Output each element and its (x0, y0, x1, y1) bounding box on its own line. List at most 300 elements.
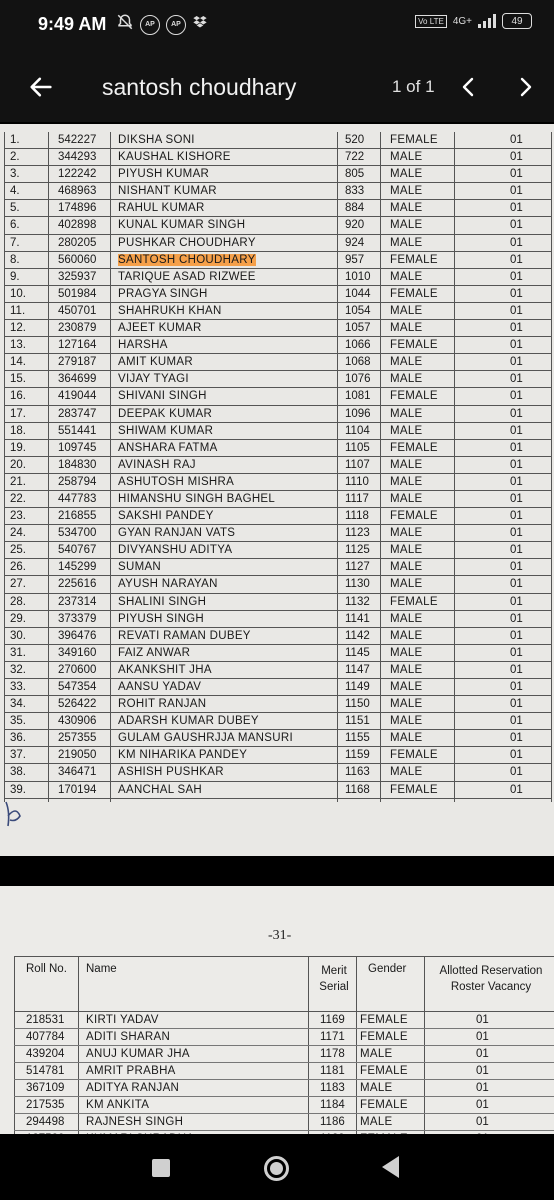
row-gender: FEMALE (390, 253, 438, 266)
row-name: SUMAN (118, 561, 162, 574)
chevron-left-icon (457, 75, 481, 99)
dropbox-icon (192, 14, 208, 35)
row-merit: 1145 (345, 646, 370, 659)
table-row (4, 286, 552, 303)
row-roll-no: 230879 (58, 322, 97, 335)
row-roll-no: 349160 (58, 646, 97, 659)
row-name: ANUJ KUMAR JHA (86, 1048, 190, 1060)
row-merit: 1118 (345, 510, 369, 523)
row-gender: MALE (360, 1116, 393, 1128)
row-serial: 22. (10, 492, 26, 505)
row-serial: 38. (10, 766, 26, 779)
next-match-button[interactable] (508, 70, 542, 104)
row-vacancy: 01 (510, 492, 523, 505)
row-name: ASHISH PUSHKAR (118, 766, 224, 779)
row-name: AYUSH NARAYAN (118, 578, 218, 591)
row-roll-no: 396476 (58, 629, 97, 642)
row-serial: 37. (10, 749, 26, 762)
row-merit: 1096 (345, 407, 371, 420)
row-gender: MALE (390, 681, 423, 693)
row-gender: FEMALE (390, 441, 438, 454)
row-vacancy: 01 (476, 1065, 489, 1077)
row-merit: 1123 (345, 527, 370, 540)
row-name: SHIWAM KUMAR (118, 424, 214, 437)
header-roll-no: Roll No. (26, 963, 67, 975)
row-name: DIKSHA SONI (118, 134, 195, 146)
row-vacancy: 01 (510, 629, 523, 642)
row-gender: MALE (390, 407, 423, 420)
row-vacancy: 01 (510, 544, 523, 557)
row-name: FAIZ ANWAR (118, 646, 191, 659)
row-vacancy: 01 (510, 578, 523, 591)
row-serial: 13. (10, 339, 26, 352)
row-roll-no: 450701 (58, 304, 97, 317)
row-roll-no: 170194 (58, 783, 97, 796)
row-gender: MALE (390, 646, 423, 659)
row-name: SHAHRUKH KHAN (118, 304, 222, 317)
status-time: 9:49 AM (38, 14, 107, 34)
results-table (4, 132, 552, 799)
row-gender: MALE (390, 561, 423, 574)
row-serial: 34. (10, 698, 26, 711)
row-merit: 1159 (345, 749, 370, 762)
table-row (4, 200, 552, 217)
row-roll-no: 501984 (58, 287, 97, 300)
table-row (4, 730, 552, 747)
row-gender: MALE (390, 527, 423, 540)
row-serial: 11. (10, 304, 26, 317)
row-serial: 33. (10, 681, 26, 693)
row-serial: 15. (10, 373, 26, 386)
row-name: PIYUSH KUMAR (118, 168, 210, 181)
row-serial: 35. (10, 715, 26, 728)
network-type: 4G+ (452, 15, 472, 27)
row-gender: MALE (390, 698, 423, 711)
row-gender: MALE (390, 270, 423, 283)
row-vacancy: 01 (510, 646, 523, 659)
row-gender: MALE (390, 715, 423, 728)
row-vacancy: 01 (510, 253, 523, 266)
row-name: NISHANT KUMAR (118, 185, 217, 198)
table-row (14, 1012, 554, 1029)
row-serial: 21. (10, 475, 26, 488)
row-name: SHALINI SINGH (118, 595, 207, 608)
row-roll-no: 447783 (58, 492, 97, 505)
row-merit: 1054 (345, 304, 371, 317)
table-row (4, 764, 552, 781)
row-name: PRAGYA SINGH (118, 287, 208, 300)
row-roll-no: 127164 (58, 339, 97, 352)
row-name: KUNAL KUMAR SINGH (118, 219, 246, 232)
ap-icon: AP (166, 15, 186, 35)
row-vacancy: 01 (510, 612, 523, 625)
row-name: ROHIT RANJAN (118, 698, 207, 711)
row-name: GULAM GAUSHRJJA MANSURI (118, 732, 293, 745)
row-merit: 1186 (320, 1116, 345, 1128)
row-vacancy: 01 (510, 151, 523, 164)
row-name: KM ANKITA (86, 1099, 150, 1111)
row-vacancy: 01 (476, 1116, 489, 1128)
table-row (4, 782, 552, 799)
row-merit: 1149 (345, 681, 370, 693)
row-roll-no: 373379 (58, 612, 97, 625)
row-name: GYAN RANJAN VATS (118, 527, 236, 540)
row-gender: MALE (390, 578, 423, 591)
row-roll-no: 145299 (58, 561, 97, 574)
row-serial: 10. (10, 287, 26, 300)
row-roll-no: 294498 (26, 1116, 65, 1128)
row-serial: 9. (10, 270, 20, 283)
table-row (4, 337, 552, 354)
recent-apps-button[interactable] (152, 1159, 170, 1177)
row-vacancy: 01 (510, 732, 523, 745)
row-name: ADITYA RANJAN (86, 1082, 180, 1094)
row-merit: 1076 (345, 373, 371, 386)
table-row (4, 217, 552, 234)
row-merit: 1171 (320, 1031, 345, 1043)
row-name: DIVYANSHU ADITYA (118, 544, 233, 557)
row-gender: MALE (390, 732, 423, 745)
row-vacancy: 01 (476, 1048, 489, 1060)
row-serial: 20. (10, 458, 26, 471)
row-gender: MALE (390, 663, 423, 676)
row-gender: MALE (360, 1048, 393, 1060)
document-page-2[interactable] (0, 886, 554, 1134)
row-merit: 1110 (345, 475, 369, 488)
row-serial: 24. (10, 527, 26, 540)
row-gender: MALE (390, 475, 423, 488)
previous-match-button[interactable] (452, 70, 486, 104)
table-row (4, 423, 552, 440)
row-serial: 30. (10, 629, 26, 642)
row-serial: 25. (10, 544, 26, 557)
row-roll-no: 468963 (58, 185, 97, 198)
row-vacancy: 01 (510, 458, 523, 471)
table-row (4, 132, 552, 149)
row-roll-no: 551441 (58, 424, 97, 437)
row-roll-no: 540767 (58, 544, 97, 557)
row-roll-no: 237314 (58, 595, 97, 608)
table-row (4, 354, 552, 371)
table-row (14, 1046, 554, 1063)
row-name: KAUSHAL KISHORE (118, 151, 231, 164)
row-vacancy: 01 (510, 356, 523, 369)
row-vacancy: 01 (510, 595, 523, 608)
row-merit: 1044 (345, 287, 371, 300)
ap-icon: AP (140, 15, 160, 35)
row-serial: 28. (10, 595, 26, 608)
row-vacancy: 01 (510, 134, 523, 146)
table-row (4, 662, 552, 679)
row-roll-no: 407784 (26, 1031, 65, 1043)
row-name: AKANKSHIT JHA (118, 663, 212, 676)
row-roll-no: 346471 (58, 766, 97, 779)
row-name: ADARSH KUMAR DUBEY (118, 715, 259, 728)
table-row (4, 406, 552, 423)
row-serial: 27. (10, 578, 26, 591)
row-roll-no: 439204 (26, 1048, 65, 1060)
table-row (4, 440, 552, 457)
page-number: -31- (268, 928, 292, 943)
row-merit: 1151 (345, 715, 370, 728)
row-vacancy: 01 (510, 339, 523, 352)
row-gender: FEMALE (390, 287, 438, 300)
row-name: SAKSHI PANDEY (118, 510, 214, 523)
row-vacancy: 01 (510, 561, 523, 574)
row-merit: 1130 (345, 578, 370, 591)
row-roll-no: 216855 (58, 510, 97, 523)
table-row (4, 371, 552, 388)
header-name: Name (86, 963, 117, 975)
row-serial: 14. (10, 356, 26, 369)
row-name: AVINASH RAJ (118, 458, 196, 471)
row-gender: FEMALE (390, 749, 438, 762)
row-name: RAJNESH SINGH (86, 1116, 184, 1128)
row-roll-no: 364699 (58, 373, 97, 386)
row-vacancy: 01 (510, 270, 523, 283)
row-vacancy: 01 (510, 475, 523, 488)
results-table-continued (14, 1012, 554, 1148)
row-merit: 1155 (345, 732, 370, 745)
row-gender: MALE (390, 373, 423, 386)
search-query-field[interactable]: santosh choudhary (102, 74, 297, 100)
table-row (4, 594, 552, 611)
row-roll-no: 542227 (58, 134, 97, 146)
row-roll-no: 174896 (58, 202, 97, 215)
row-roll-no: 402898 (58, 219, 97, 232)
row-name: ANSHARA FATMA (118, 441, 218, 454)
row-serial: 36. (10, 732, 26, 745)
row-name: ADITI SHARAN (86, 1031, 171, 1043)
table-row (4, 183, 552, 200)
row-gender: MALE (390, 236, 423, 249)
row-roll-no: 279187 (58, 356, 97, 369)
row-vacancy: 01 (510, 715, 523, 728)
row-name: PUSHKAR CHOUDHARY (118, 236, 256, 249)
table-row (4, 149, 552, 166)
header-gender: Gender (368, 963, 407, 975)
row-serial: 8. (10, 253, 20, 266)
row-merit: 1057 (345, 322, 371, 335)
row-vacancy: 01 (510, 390, 523, 403)
row-roll-no: 430906 (58, 715, 97, 728)
battery-icon: 49 (502, 13, 532, 29)
row-serial: 5. (10, 202, 20, 215)
row-merit: 520 (345, 134, 365, 146)
status-notification-icons (116, 13, 208, 36)
row-roll-no: 218531 (26, 1014, 65, 1026)
notifications-off-icon (116, 13, 134, 36)
row-name: VIJAY TYAGI (118, 373, 189, 386)
row-gender: MALE (390, 185, 423, 198)
table-row (4, 747, 552, 764)
row-serial: 18. (10, 424, 26, 437)
row-vacancy: 01 (476, 1082, 489, 1094)
row-gender: FEMALE (390, 390, 438, 403)
table-row (14, 1029, 554, 1046)
row-serial: 19. (10, 441, 26, 454)
table-row (4, 508, 552, 525)
table-row (4, 491, 552, 508)
table-row (4, 474, 552, 491)
row-vacancy: 01 (510, 424, 523, 437)
row-serial: 7. (10, 236, 20, 249)
chevron-right-icon (513, 75, 537, 99)
row-merit: 1010 (345, 270, 371, 283)
row-serial: 26. (10, 561, 26, 574)
header-vacancy: Allotted Reservation Roster Vacancy (439, 965, 543, 993)
table-row (4, 713, 552, 730)
table-row (14, 1080, 554, 1097)
system-back-button[interactable] (382, 1156, 399, 1178)
arrow-left-icon (27, 73, 55, 101)
row-merit: 1147 (345, 663, 370, 676)
row-roll-no: 257355 (58, 732, 97, 745)
row-vacancy: 01 (476, 1014, 489, 1026)
row-name: TARIQUE ASAD RIZWEE (118, 270, 256, 283)
row-vacancy: 01 (476, 1099, 489, 1111)
row-merit: 1184 (320, 1099, 345, 1111)
row-vacancy: 01 (510, 681, 523, 693)
row-merit: 1150 (345, 698, 370, 711)
row-serial: 32. (10, 663, 26, 676)
row-name: SANTOSH CHOUDHARY (118, 253, 256, 266)
row-name: DEEPAK KUMAR (118, 407, 213, 420)
row-gender: MALE (390, 458, 423, 471)
row-merit: 1142 (345, 629, 370, 642)
row-roll-no: 122242 (58, 168, 97, 181)
row-vacancy: 01 (510, 510, 523, 523)
row-gender: FEMALE (390, 595, 438, 608)
table-row (4, 559, 552, 576)
row-gender: FEMALE (390, 783, 438, 796)
row-merit: 1081 (345, 390, 371, 403)
row-merit: 1163 (345, 766, 370, 779)
row-gender: FEMALE (360, 1099, 408, 1111)
row-merit: 1178 (320, 1048, 345, 1060)
row-vacancy: 01 (510, 663, 523, 676)
row-serial: 23. (10, 510, 26, 523)
signature-mark (2, 792, 42, 832)
row-merit: 833 (345, 185, 365, 198)
row-gender: MALE (390, 492, 423, 505)
row-merit: 1068 (345, 356, 371, 369)
row-vacancy: 01 (510, 236, 523, 249)
row-gender: FEMALE (360, 1014, 408, 1026)
row-gender: MALE (390, 544, 423, 557)
row-serial: 6. (10, 219, 20, 232)
table-row (4, 320, 552, 337)
row-vacancy: 01 (510, 202, 523, 215)
row-merit: 1117 (345, 492, 369, 505)
table-row (4, 525, 552, 542)
document-page[interactable] (0, 124, 554, 856)
row-roll-no: 184830 (58, 458, 97, 471)
row-roll-no: 258794 (58, 475, 97, 488)
table-row (4, 542, 552, 559)
row-name: AJEET KUMAR (118, 322, 202, 335)
row-name: HARSHA (118, 339, 168, 352)
row-roll-no: 534700 (58, 527, 97, 540)
row-name: KIRTI YADAV (86, 1014, 159, 1026)
row-merit: 1168 (345, 783, 370, 796)
row-roll-no: 547354 (58, 681, 97, 693)
row-vacancy: 01 (510, 168, 523, 181)
back-button[interactable] (24, 70, 58, 104)
table-row (4, 303, 552, 320)
row-merit: 1169 (320, 1014, 345, 1026)
table-row (4, 679, 552, 696)
row-name: REVATI RAMAN DUBEY (118, 629, 251, 642)
system-nav-bar (0, 1134, 554, 1200)
row-roll-no: 560060 (58, 253, 97, 266)
volte-icon: Vo LTE (415, 15, 447, 28)
row-merit: 1127 (345, 561, 370, 574)
match-count: 1 of 1 (392, 77, 435, 96)
table-row (4, 645, 552, 662)
row-name: AMRIT PRABHA (86, 1065, 176, 1077)
row-gender: FEMALE (390, 339, 438, 352)
row-gender: FEMALE (390, 510, 438, 523)
row-merit: 1107 (345, 458, 370, 471)
row-vacancy: 01 (476, 1031, 489, 1043)
row-vacancy: 01 (510, 698, 523, 711)
row-merit: 1066 (345, 339, 371, 352)
row-vacancy: 01 (510, 304, 523, 317)
table-row (4, 252, 552, 269)
table-row (4, 611, 552, 628)
table-row (4, 628, 552, 645)
table-row (4, 388, 552, 405)
row-roll-no: 514781 (26, 1065, 65, 1077)
row-merit: 957 (345, 253, 365, 266)
row-gender: MALE (390, 424, 423, 437)
row-vacancy: 01 (510, 766, 523, 779)
row-name: ASHUTOSH MISHRA (118, 475, 235, 488)
row-merit: 805 (345, 168, 365, 181)
row-roll-no: 219050 (58, 749, 97, 762)
table-row (14, 1097, 554, 1114)
row-gender: MALE (390, 202, 423, 215)
table-row (4, 235, 552, 252)
row-roll-no: 325937 (58, 270, 97, 283)
table-header (14, 956, 554, 1012)
row-gender: FEMALE (390, 134, 438, 146)
row-name: KM NIHARIKA PANDEY (118, 749, 248, 762)
row-roll-no: 280205 (58, 236, 97, 249)
table-row (4, 166, 552, 183)
row-gender: MALE (390, 629, 423, 642)
row-merit: 924 (345, 236, 365, 249)
row-roll-no: 217535 (26, 1099, 65, 1111)
row-serial: 31. (10, 646, 26, 659)
row-serial: 16. (10, 390, 26, 403)
row-name: AANCHAL SAH (118, 783, 203, 796)
row-vacancy: 01 (510, 407, 523, 420)
row-merit: 1132 (345, 595, 370, 608)
row-name: RAHUL KUMAR (118, 202, 205, 215)
row-vacancy: 01 (510, 441, 523, 454)
row-serial: 4. (10, 185, 20, 198)
home-button[interactable] (264, 1156, 289, 1181)
row-vacancy: 01 (510, 322, 523, 335)
row-name: AMIT KUMAR (118, 356, 193, 369)
row-merit: 1104 (345, 424, 370, 437)
row-serial: 17. (10, 407, 26, 420)
row-merit: 1183 (320, 1082, 345, 1094)
row-merit: 920 (345, 219, 365, 232)
header-merit-serial: Merit Serial (319, 965, 349, 993)
